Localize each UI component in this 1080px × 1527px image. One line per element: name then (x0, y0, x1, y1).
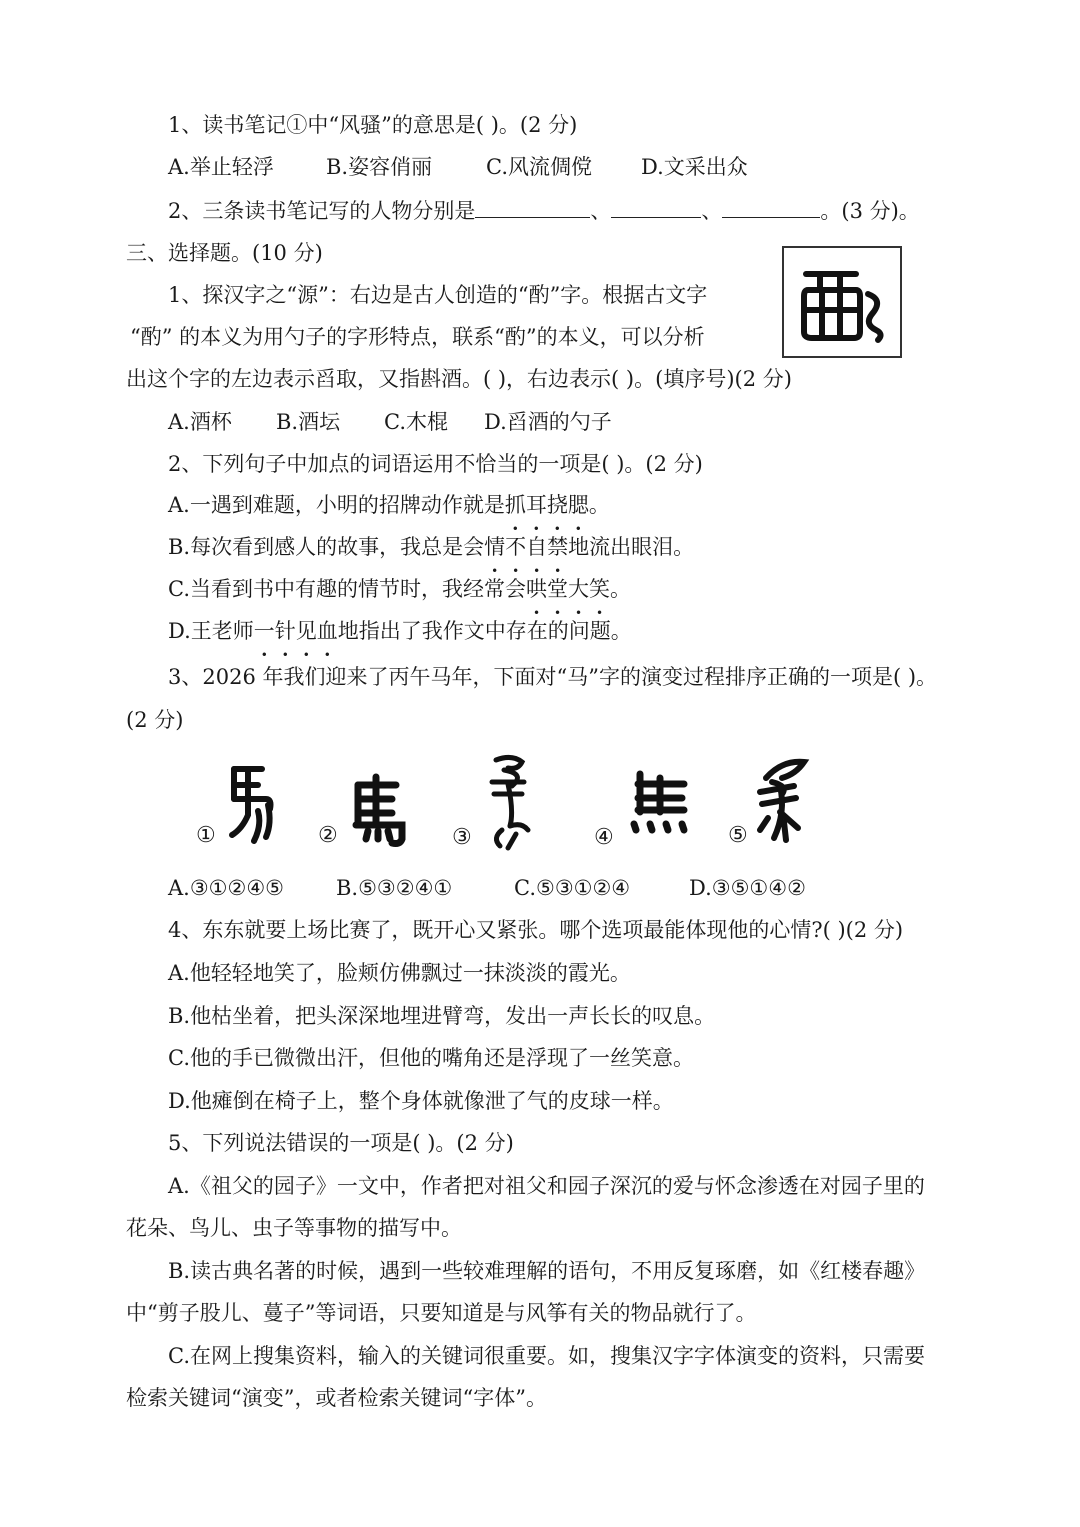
emphasis-char: 腮 (567, 493, 589, 517)
separator: 、 (590, 199, 612, 223)
emphasis-char: 情 (484, 535, 506, 559)
section-3-title: 三、选择题。(10 分) (126, 241, 323, 265)
question-2-row (168, 196, 920, 226)
s2-option-c[interactable] (168, 574, 631, 604)
option-text: A.一遇到难题，小明的招牌动作就是 (168, 493, 505, 517)
s1-options (168, 407, 612, 437)
option-text: 地流出眼泪。 (568, 535, 695, 559)
s4-question: 4、东东就要上场比赛了，既开心又紧张。哪个选项最能体现他的心情?( )(2 分) (168, 918, 904, 942)
emphasis-char: 禁 (547, 535, 569, 559)
s4-option-b[interactable]: B.他枯坐着，把头深深地埋进臂弯，发出一声长长的叹息。 (168, 1004, 716, 1028)
emphasis-char: 耳 (525, 493, 547, 517)
question-1-options (168, 152, 748, 182)
option-b[interactable]: B.⑤③②④① (336, 876, 453, 900)
option-c[interactable]: C.⑤③①②④ (514, 876, 631, 900)
emphasis-char: 针 (274, 619, 296, 643)
s5-question: 5、下列说法错误的一项是( )。(2 分) (168, 1131, 514, 1155)
question-2-suffix: 。(3 分)。 (820, 199, 920, 223)
option-text: D.王老师 (168, 619, 254, 643)
zhuo-glyph-image (782, 246, 902, 358)
s2-question: 2、下列句子中加点的词语运用不恰当的一项是( )。(2 分) (168, 452, 703, 476)
s3-line-2: (2 分) (126, 708, 184, 732)
blank-3[interactable] (722, 197, 820, 218)
emphasis-char: 不 (505, 535, 527, 559)
s5-option-b-line-2[interactable]: 中“剪子股儿、蔓子”等词语，只要知道是与风筝有关的物品就行了。 (126, 1301, 757, 1325)
emphasis-char: 自 (526, 535, 548, 559)
option-text: B.每次看到感人的故事，我总是会 (168, 535, 485, 559)
emphasis-char: 抓 (504, 493, 526, 517)
s4-option-d[interactable]: D.他瘫倒在椅子上，整个身体就像泄了气的皮球一样。 (168, 1089, 674, 1113)
emphasis-char: 见 (295, 619, 317, 643)
s4-option-a[interactable]: A.他轻轻地笑了，脸颊仿佛飘过一抹淡淡的霞光。 (168, 961, 631, 985)
option-a[interactable]: A.举止轻浮 (168, 155, 274, 179)
option-d[interactable]: D.文采出众 (641, 155, 748, 179)
s2-option-d[interactable] (168, 616, 632, 646)
question-2-prefix: 2、三条读书笔记写的人物分别是 (168, 199, 476, 223)
dotted-term (484, 535, 568, 559)
s3-options (168, 873, 806, 903)
option-d[interactable]: D.③⑤①④② (689, 876, 806, 900)
s5-option-b-line-1[interactable]: B.读古典名著的时候，遇到一些较难理解的语句，不用反复琢磨，如《红楼春趣》 (168, 1259, 926, 1283)
s3-line-1: 3、2026 年我们迎来了丙午马年，下面对“马”字的演变过程排序正确的一项是( )。 (168, 665, 938, 689)
s2-option-a[interactable] (168, 490, 610, 520)
horse-bronze-script-icon (752, 756, 812, 844)
option-text: 。 (610, 577, 631, 601)
glyph-label-5: ⑤ (728, 823, 748, 848)
blank-1[interactable] (475, 197, 590, 218)
option-c[interactable]: C.风流倜傥 (486, 155, 592, 179)
option-text: 地指出了我作文中存在的问题。 (337, 619, 632, 643)
option-text: 。 (588, 493, 610, 517)
horse-regular-script-icon (346, 755, 410, 850)
zhuo-glyph-icon (784, 248, 900, 356)
emphasis-char: 大 (568, 577, 589, 601)
emphasis-char: 堂 (547, 577, 568, 601)
horse-oracle-bone-icon (482, 752, 542, 852)
emphasis-char: 笑 (589, 577, 610, 601)
dotted-term (526, 577, 610, 601)
glyph-label-4: ④ (594, 825, 614, 850)
option-d[interactable]: D.舀酒的勺子 (484, 410, 612, 434)
glyph-label-1: ① (196, 823, 216, 848)
s2-option-b[interactable] (168, 532, 694, 562)
s5-option-c-line-2[interactable]: 检索关键词“演变”，或者检索关键词“字体”。 (126, 1386, 547, 1410)
horse-seal-script-icon (222, 755, 282, 850)
emphasis-char: 挠 (546, 493, 568, 517)
option-b[interactable]: B.姿容俏丽 (326, 155, 433, 179)
option-a[interactable]: A.酒杯 (168, 410, 232, 434)
s1-line-2: “酌” 的本义为用勺子的字形特点，联系“酌”的本义，可以分析 (130, 325, 705, 349)
s1-line-1: 1、探汉字之“源”：右边是古人创造的“酌”字。根据古文字 (168, 283, 708, 307)
emphasis-char: 一 (253, 619, 275, 643)
s1-line-3: 出这个字的左边表示舀取，又指斟酒。( )，右边表示( )。(填序号)(2 分) (126, 367, 792, 391)
glyph-label-2: ② (318, 823, 338, 848)
glyph-label-3: ③ (452, 825, 472, 850)
separator: 、 (701, 199, 723, 223)
dotted-term (254, 619, 338, 643)
s5-option-a-line-2[interactable]: 花朵、鸟儿、虫子等事物的描写中。 (126, 1216, 462, 1240)
option-b[interactable]: B.酒坛 (276, 410, 341, 434)
emphasis-char: 哄 (526, 577, 547, 601)
blank-2[interactable] (611, 197, 701, 218)
s4-option-c[interactable]: C.他的手已微微出汗，但他的嘴角还是浮现了一丝笑意。 (168, 1046, 694, 1070)
option-a[interactable]: A.③①②④⑤ (168, 876, 284, 900)
horse-clerical-script-icon (624, 768, 696, 838)
s5-option-c-line-1[interactable]: C.在网上搜集资料，输入的关键词很重要。如，搜集汉字字体演变的资料，只需要 (168, 1344, 925, 1368)
s5-option-a-line-1[interactable]: A.《祖父的园子》一文中，作者把对祖父和园子深沉的爱与怀念渗透在对园子里的 (168, 1174, 925, 1198)
emphasis-char: 血 (316, 619, 338, 643)
option-text: C.当看到书中有趣的情节时，我经常会 (168, 577, 526, 601)
option-c[interactable]: C.木棍 (384, 410, 448, 434)
question-1-text: 1、读书笔记①中“风骚”的意思是( )。(2 分) (168, 113, 578, 137)
dotted-term (505, 493, 589, 517)
